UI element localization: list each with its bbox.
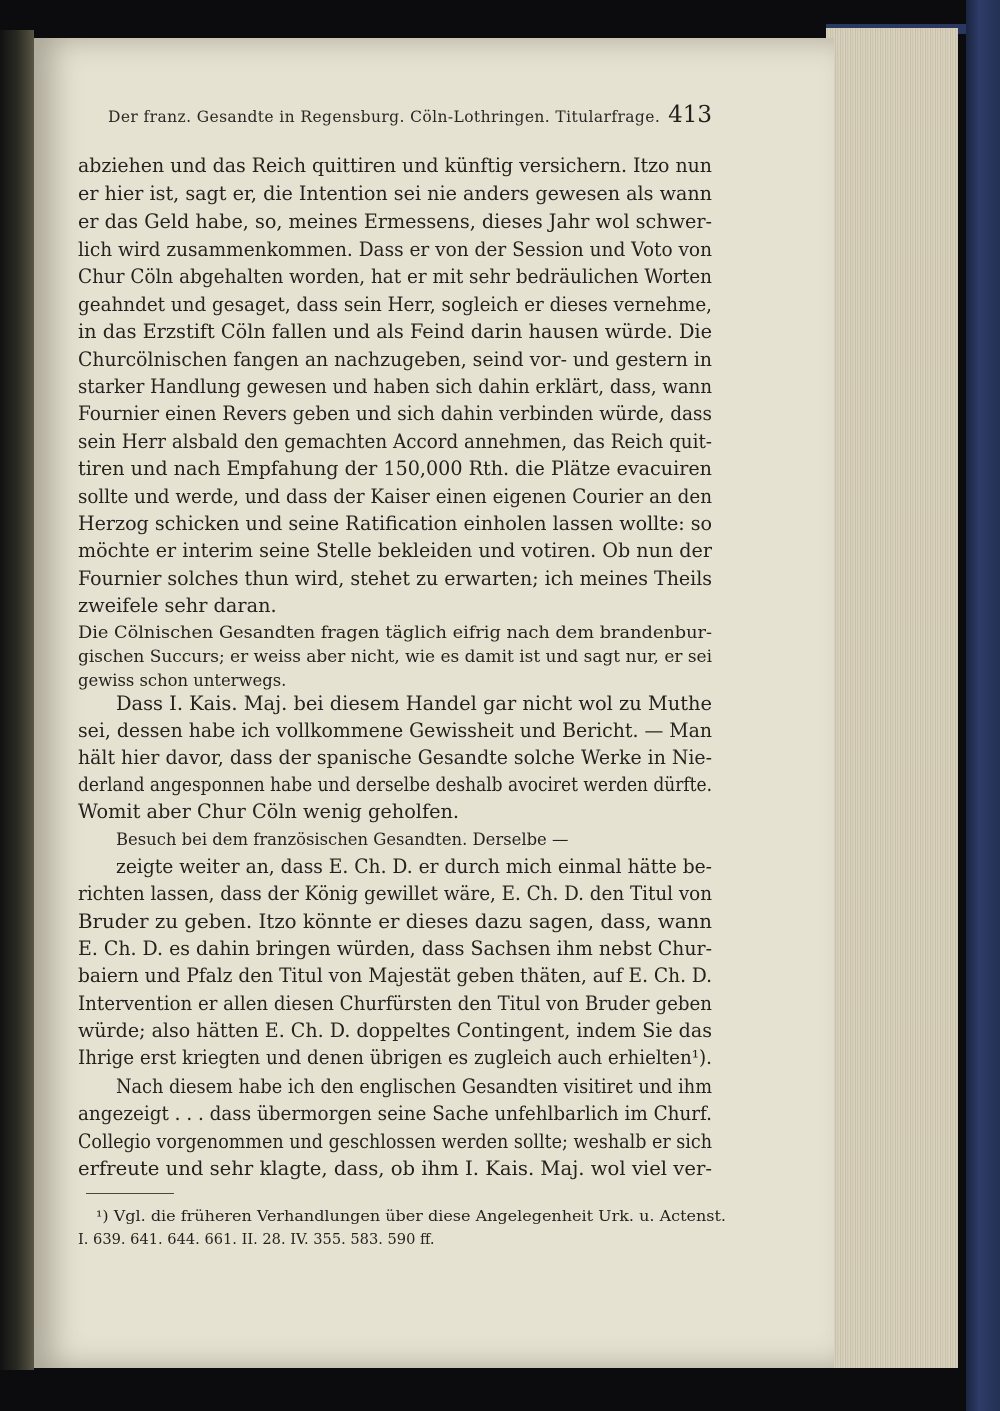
text-line: E. Ch. D. es dahin bringen würden, dass Sachsen ihm nebst Chur- <box>78 937 712 960</box>
text-line: Collegio vorgenommen und geschlossen werden sollte; weshalb er sich <box>78 1130 712 1153</box>
small-text-line: Die Cölnischen Gesandten fragen täglich eifrig nach dem brandenbur- <box>78 623 712 642</box>
text-line: Fournier solches thun wird, stehet zu erwarten; ich meines Theils <box>78 567 712 590</box>
text-line: in das Erzstift Cöln fallen und als Feind darin hausen würde. Die <box>78 320 712 343</box>
text-line: Womit aber Chur Cöln wenig geholfen. <box>78 800 460 823</box>
text-line: lich wird zusammenkommen. Dass er von der Session und Voto von <box>78 238 712 261</box>
small-text-line: gewiss schon unterwegs. <box>78 671 287 690</box>
text-line: hält hier davor, dass der spanische Gesandte solche Werke in Nie- <box>78 746 712 769</box>
text-line: er hier ist, sagt er, die Intention sei nie anders gewesen als wann <box>78 182 712 205</box>
text-line: Dass I. Kais. Maj. bei diesem Handel gar nicht wol zu Muthe <box>116 692 712 715</box>
text-line: Churcölnischen fangen an nachzugeben, seind vor- und gestern in <box>78 348 712 371</box>
page-edges <box>826 28 958 1368</box>
text-line: sei, dessen habe ich vollkommene Gewissheit und Bericht. — Man <box>78 719 712 742</box>
text-line: Nach diesem habe ich den englischen Gesandten visitiret und ihm <box>116 1075 712 1098</box>
text-line: richten lassen, dass der König gewillet wäre, E. Ch. D. den Titul von <box>78 882 712 905</box>
text-line: zeigte weiter an, dass E. Ch. D. er durch mich einmal hätte be- <box>116 855 712 878</box>
text-line: würde; also hätten E. Ch. D. doppeltes Contingent, indem Sie das <box>78 1019 712 1042</box>
text-line: er das Geld habe, so, meines Ermessens, dieses Jahr wol schwer- <box>78 210 712 233</box>
book-cover-edge <box>966 0 1000 1411</box>
text-line: starker Handlung gewesen und haben sich dahin erklärt, dass, wann <box>78 375 712 398</box>
book-gutter <box>0 30 34 1370</box>
text-line: Chur Cöln abgehalten worden, hat er mit sehr bedräulichen Worten <box>78 265 712 288</box>
page-number: 413 <box>668 102 712 128</box>
text-line: baiern und Pfalz den Titul von Majestät geben thäten, auf E. Ch. D. <box>78 964 712 987</box>
small-text-line: Besuch bei dem französischen Gesandten. Derselbe — <box>116 830 569 849</box>
text-line: zweifele sehr daran. <box>78 594 277 617</box>
text-line: möchte er interim seine Stelle bekleiden und votiren. Ob nun der <box>78 539 712 562</box>
footnote-line: ¹) Vgl. die früheren Verhandlungen über diese Angelegenheit Urk. u. Actenst. <box>96 1208 726 1225</box>
running-head-title: Der franz. Gesandte in Regensburg. Cöln-Lothringen. Titularfrage. <box>108 108 661 126</box>
footnote-line: I. 639. 641. 644. 661. II. 28. IV. 355. 583. 590 ff. <box>78 1231 435 1248</box>
text-line: abziehen und das Reich quittiren und künftig versichern. Itzo nun <box>78 154 712 177</box>
text-line: tiren und nach Empfahung der 150,000 Rth. die Plätze evacuiren <box>78 457 712 480</box>
text-line: Ihrige erst kriegten und denen übrigen es zugleich auch erhielten¹). <box>78 1046 712 1069</box>
text-line: derland angesponnen habe und derselbe deshalb avociret werden dürfte. <box>78 773 712 796</box>
running-head <box>108 102 712 132</box>
text-line: geahndet und gesaget, dass sein Herr, sogleich er dieses vernehme, <box>78 293 712 316</box>
footnote-rule <box>86 1193 174 1194</box>
text-line: sein Herr alsbald den gemachten Accord annehmen, das Reich quit- <box>78 430 712 453</box>
text-line: sollte und werde, und dass der Kaiser einen eigenen Courier an den <box>78 485 712 508</box>
text-line: Fournier einen Revers geben und sich dahin verbinden würde, dass <box>78 402 712 425</box>
small-text-line: gischen Succurs; er weiss aber nicht, wie es damit ist und sagt nur, er sei <box>78 647 712 666</box>
text-line: Herzog schicken und seine Ratification einholen lassen wollte: so <box>78 512 712 535</box>
text-line: angezeigt . . . dass übermorgen seine Sache unfehlbarlich im Churf. <box>78 1102 712 1125</box>
text-line: Intervention er allen diesen Churfürsten den Titul von Bruder geben <box>78 992 712 1015</box>
text-line: Bruder zu geben. Itzo könnte er dieses dazu sagen, dass, wann <box>78 910 712 933</box>
text-line: erfreute und sehr klagte, dass, ob ihm I. Kais. Maj. wol viel ver- <box>78 1157 712 1180</box>
